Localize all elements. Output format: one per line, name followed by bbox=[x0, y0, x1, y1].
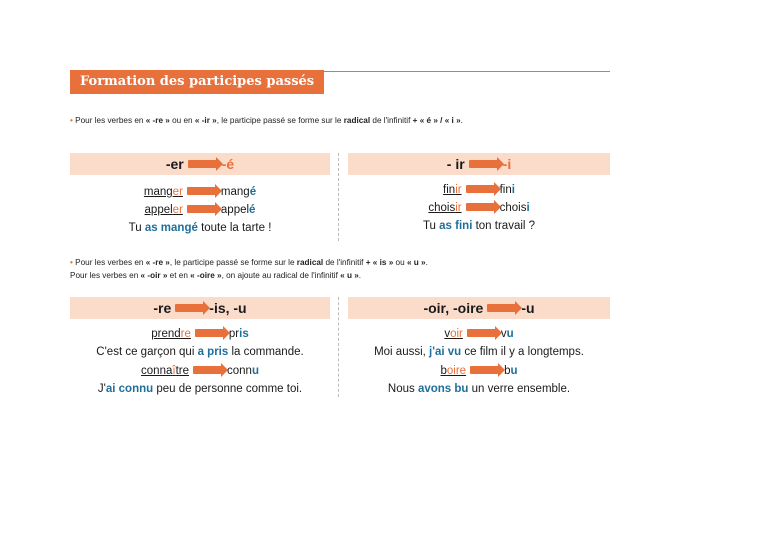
ir-panel-header: - ir -i bbox=[348, 153, 610, 175]
second-text-line-2: Pour les verbes en « -oir » et en « -oire », on ajoute au radical de l'infinitif « u ». bbox=[70, 271, 362, 280]
oir-example-1: Moi aussi, j'ai vu ce film il y a longtemps. bbox=[374, 346, 584, 358]
arrow-icon bbox=[187, 205, 217, 213]
re-verb-1: prendre pris bbox=[151, 328, 249, 340]
arrow-icon bbox=[188, 160, 218, 168]
oir-example-2: Nous avons bu un verre ensemble. bbox=[387, 383, 571, 395]
arrow-icon bbox=[466, 203, 496, 211]
arrow-icon bbox=[193, 366, 223, 374]
column-divider bbox=[338, 153, 339, 241]
oir-verb-2: boire bu bbox=[440, 365, 518, 377]
re-panel-header: -re -is, -u bbox=[70, 297, 330, 319]
arrow-icon bbox=[187, 187, 217, 195]
column-divider bbox=[338, 297, 339, 397]
intro-text: • Pour les verbes en « -re » ou en « -ir », le participe passé se forme sur le radical de l'infinitif + « é » / « i ». bbox=[70, 116, 463, 125]
arrow-icon bbox=[469, 160, 499, 168]
re-example-1: C'est ce garçon qui a pris la commande. bbox=[96, 346, 304, 358]
arrow-icon bbox=[487, 304, 517, 312]
re-verb-2: connaître connu bbox=[141, 365, 259, 377]
ir-example: Tu as fini ton travail ? bbox=[422, 220, 536, 232]
oir-panel-header: -oir, -oire -u bbox=[348, 297, 610, 319]
second-text-line-1: • Pour les verbes en « -re », le participe passé se forme sur le radical de l'infinitif + « is » ou « u ». bbox=[70, 258, 428, 267]
er-panel-header: -er -é bbox=[70, 153, 330, 175]
re-example-2: J'ai connu peu de personne comme toi. bbox=[97, 383, 303, 395]
er-example: Tu as mangé toute la tarte ! bbox=[128, 222, 272, 234]
arrow-icon bbox=[467, 329, 497, 337]
section-title: Formation des participes passés bbox=[70, 70, 324, 94]
arrow-icon bbox=[175, 304, 205, 312]
er-row-1: manger mangé bbox=[143, 186, 257, 198]
ir-row-2: choisir choisi bbox=[428, 202, 530, 214]
arrow-icon bbox=[195, 329, 225, 337]
arrow-icon bbox=[470, 366, 500, 374]
arrow-icon bbox=[466, 185, 496, 193]
er-row-2: appeler appelé bbox=[144, 204, 256, 216]
oir-verb-1: voir vu bbox=[444, 328, 514, 340]
ir-row-1: finir fini bbox=[443, 184, 515, 196]
title-rule bbox=[318, 71, 610, 72]
